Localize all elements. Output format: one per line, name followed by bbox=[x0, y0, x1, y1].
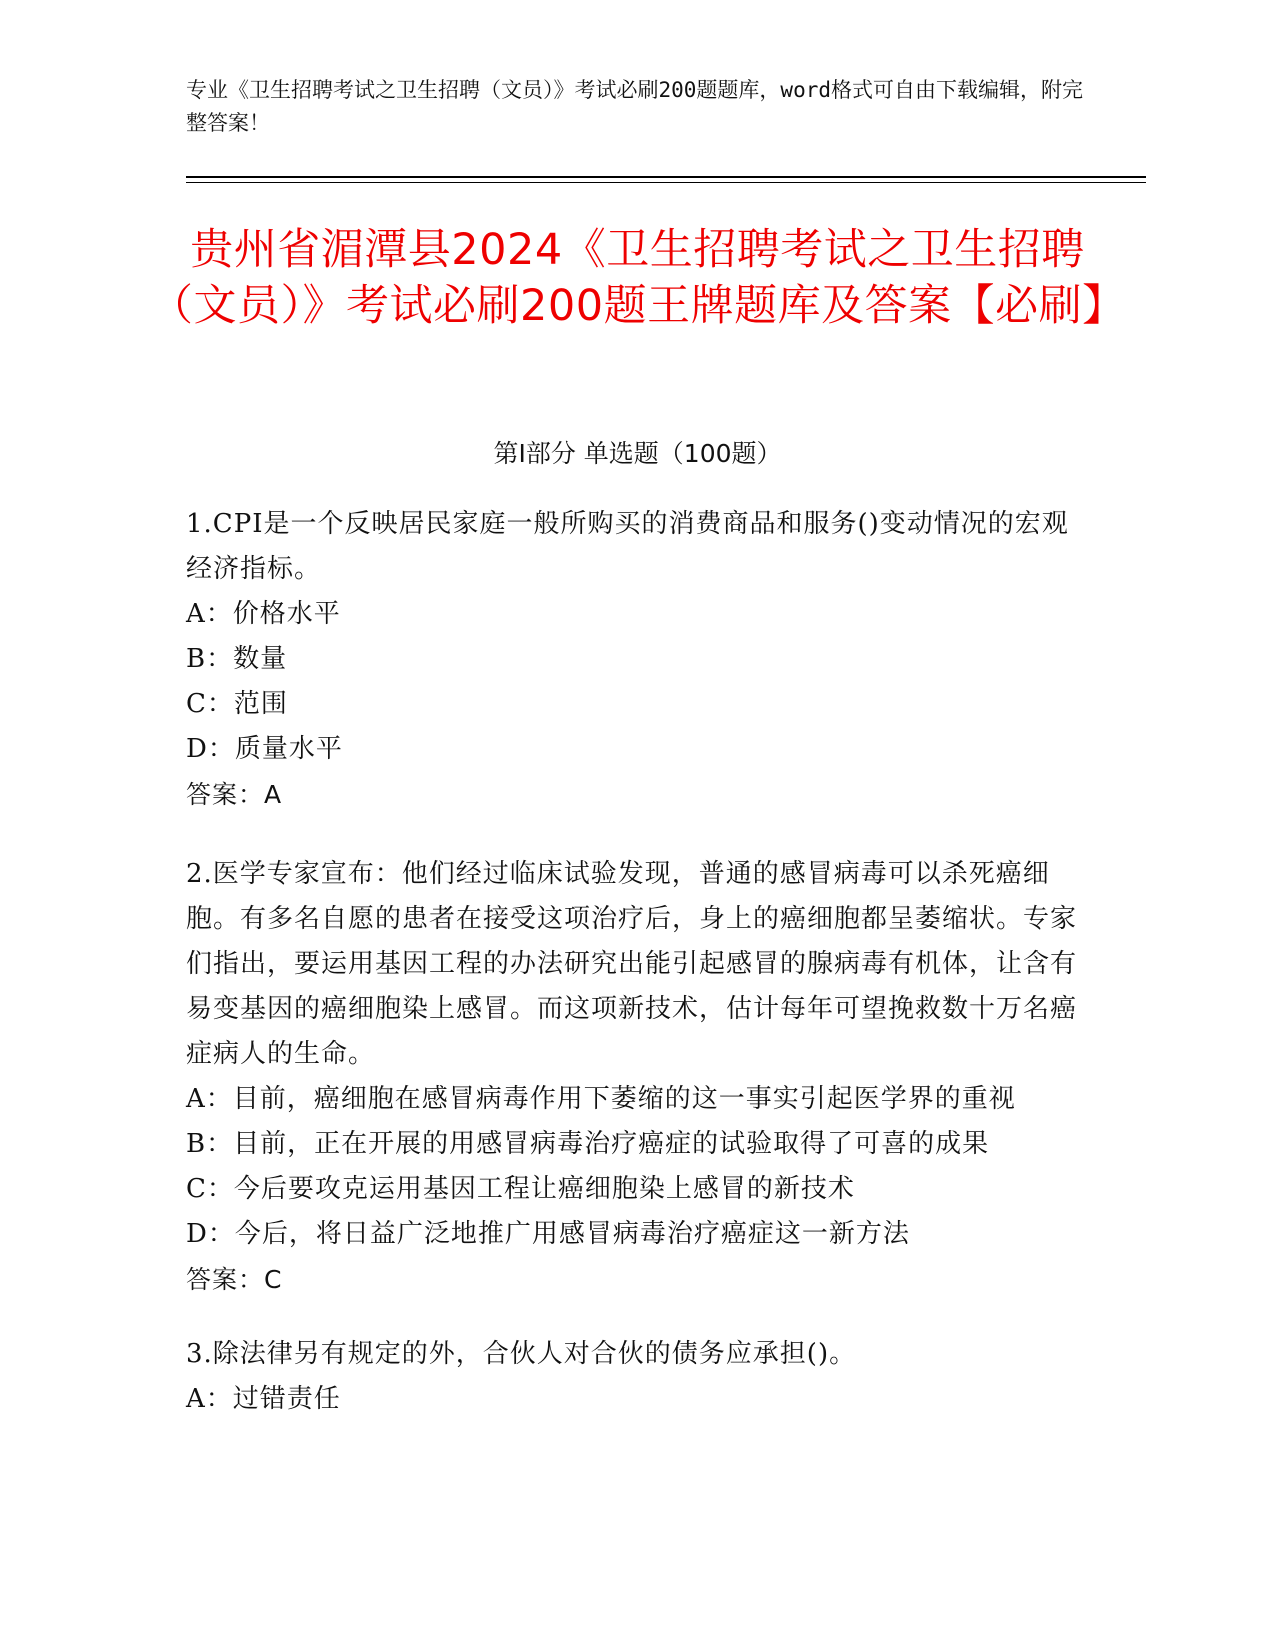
header-note: 专业《卫生招聘考试之卫生招聘（文员）》考试必刷200题题库，word格式可自由下载编辑，附完整答案！ bbox=[186, 78, 1083, 135]
question-2 bbox=[186, 852, 1086, 1302]
option-d: D：质量水平 bbox=[186, 734, 343, 764]
header-divider-thin bbox=[186, 182, 1146, 183]
section-title: 第Ⅰ部分 单选题（100题） bbox=[493, 439, 782, 468]
option-a: A：目前，癌细胞在感冒病毒作用下萎缩的这一事实引起医学界的重视 bbox=[186, 1084, 1016, 1114]
question-stem: 3.除法律另有规定的外，合伙人对合伙的债务应承担()。 bbox=[186, 1339, 857, 1369]
header-divider bbox=[186, 176, 1146, 178]
option-d: D：今后，将日益广泛地推广用感冒病毒治疗癌症这一新方法 bbox=[186, 1219, 910, 1249]
option-a: A：价格水平 bbox=[186, 599, 341, 629]
question-1 bbox=[186, 502, 1086, 817]
answer: 答案：C bbox=[186, 1265, 283, 1294]
document-title: 贵州省湄潭县2024《卫生招聘考试之卫生招聘（文员）》考试必刷200题王牌题库及答案【必刷】 bbox=[150, 225, 1126, 331]
option-c: C：范围 bbox=[186, 689, 288, 719]
option-a: A：过错责任 bbox=[186, 1384, 341, 1414]
question-stem: 2.医学专家宣布：他们经过临床试验发现，普通的感冒病毒可以杀死癌细胞。有多名自愿的患者在接受这项治疗后，身上的癌细胞都呈萎缩状。专家们指出，要运用基因工程的办法研究出能引起感冒的腺病毒有机体，让含有易变基因的癌细胞染上感冒。而这项新技术，估计每年可望挽救数十万名癌症病人的生命。 bbox=[186, 859, 1078, 1069]
answer: 答案：A bbox=[186, 780, 283, 809]
option-c: C：今后要攻克运用基因工程让癌细胞染上感冒的新技术 bbox=[186, 1174, 855, 1204]
option-b: B：目前，正在开展的用感冒病毒治疗癌症的试验取得了可喜的成果 bbox=[186, 1129, 990, 1159]
option-b: B：数量 bbox=[186, 644, 288, 674]
question-3 bbox=[186, 1332, 1086, 1422]
question-stem: 1.CPI是一个反映居民家庭一般所购买的消费商品和服务()变动情况的宏观经济指标。 bbox=[186, 509, 1069, 584]
